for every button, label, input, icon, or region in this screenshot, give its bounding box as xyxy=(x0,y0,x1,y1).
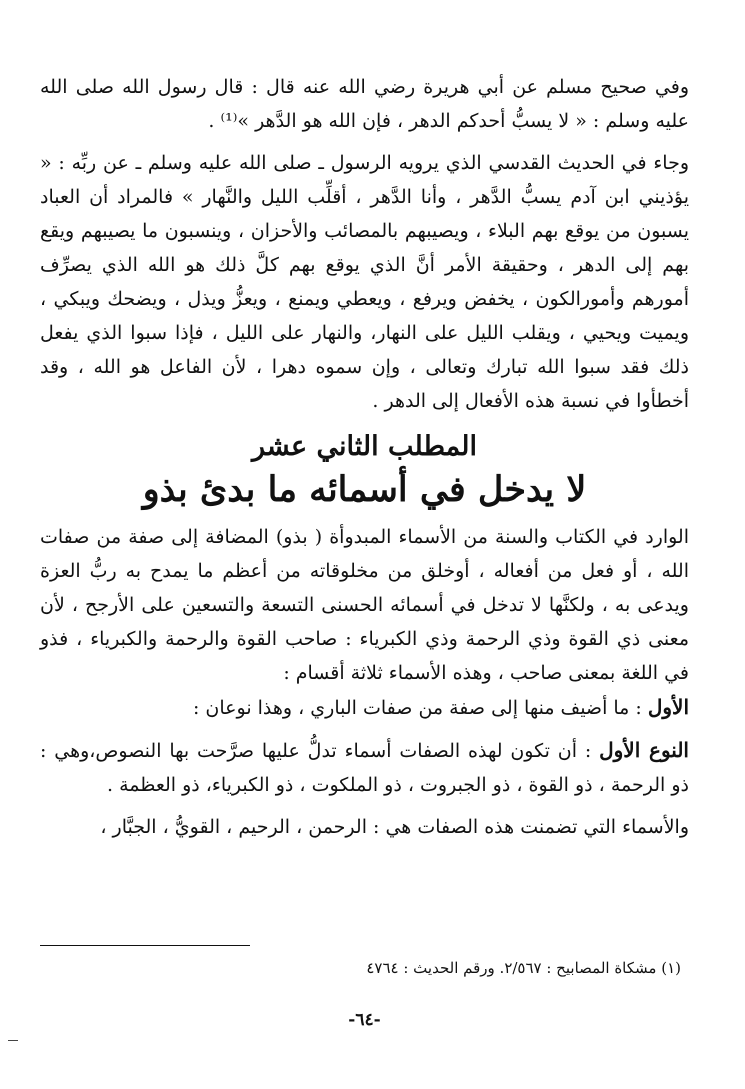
page-number: -٦٤- xyxy=(348,1010,381,1030)
paragraph-dhu-names: الوارد في الكتاب والسنة من الأسماء المبدوأة ( بذو) المضافة إلى صفة من صفات الله ، أو فعل من أفعاله ، أوخلق من مخلوقاته من أعظم ما يمدح به ربُّ العزة ويدعى به ، ولكنَّها لا تدخل في أسمائه الحسنى التسعة والتسعين على الأرجح ، لأن معنى ذي القوة وذي الرحمة وذي الكبرياء : صاحب القوة والرحمة والكبرياء ، فذو في اللغة بمعنى صاحب ، وهذه الأسماء ثلاثة أقسام : xyxy=(40,526,689,684)
footnote: (١) مشكاة المصابيح : ٢/٥٦٧. ورقم الحديث : ٤٧٦٤ xyxy=(366,959,681,977)
page-body xyxy=(40,70,689,1030)
first-section-text: : ما أضيف منها إلى صفة من صفات الباري ، وهذا نوعان : xyxy=(192,697,642,719)
first-type-lead: النوع الأول xyxy=(599,738,689,762)
paragraph-qudsi-hadith: وجاء في الحديث القدسي الذي يرويه الرسول ـ صلى الله عليه وسلم ـ عن ربِّه : « يؤذيني ابن آدم يسبُّ الدَّهر ، وأنا الدَّهر ، أقلِّب الليل والنَّهار » فالمراد أن العباد يسبون من يوقع بهم البلاء ، ويصيبهم بالمصائب والأحزان ، وينسبون ما يصيبهم ويقع بهم إلى الدهر ، وحقيقة الأمر أنَّ الذي يوقع بهم كلَّ ذلك هو الله الذي يصرِّف أمورهم وأمورالكون ، يخفض ويرفع ، ويعطي ويمنع ، ويعزُّ ويذل ، ويضحك ويبكي ، ويميت ويحيي ، ويقلب الليل على النهار، والنهار على الليل ، فإذا سبوا الذي يفعل ذلك فقد سبوا الله تبارك وتعالى ، وإن سموه دهرا ، لأن الفاعل هو الله ، وقد أخطأوا في نسبة هذه الأفعال إلى الدهر . xyxy=(40,152,689,412)
footnote-divider xyxy=(40,945,250,946)
first-section-lead: الأول xyxy=(647,695,689,719)
paragraph-first-type xyxy=(40,733,689,802)
paragraph-first-section xyxy=(40,690,689,725)
section-subheading: المطلب الثاني عشر xyxy=(252,431,477,462)
section-heading: لا يدخل في أسمائه ما بدئ بذو xyxy=(142,469,587,510)
first-type-text: : أن تكون لهذه الصفات أسماء تدلُّ عليها صرَّحت بها النصوص،وهي : ذو الرحمة ، ذو القوة ، ذو الجبروت ، ذو الملكوت ، ذو الكبرياء، ذو العظمة . xyxy=(40,740,689,796)
scan-edge-mark xyxy=(8,1040,18,1041)
paragraph-closing: والأسماء التي تضمنت هذه الصفات هي : الرحمن ، الرحيم ، القويُّ ، الجبَّار ، xyxy=(100,816,689,838)
paragraph-muslim-hadith: وفي صحيح مسلم عن أبي هريرة رضي الله عنه قال : قال رسول الله صلى الله عليه وسلم : « لا يسبُّ أحدكم الدهر ، فإن الله هو الدَّهر »⁽¹⁾ . xyxy=(40,76,689,132)
